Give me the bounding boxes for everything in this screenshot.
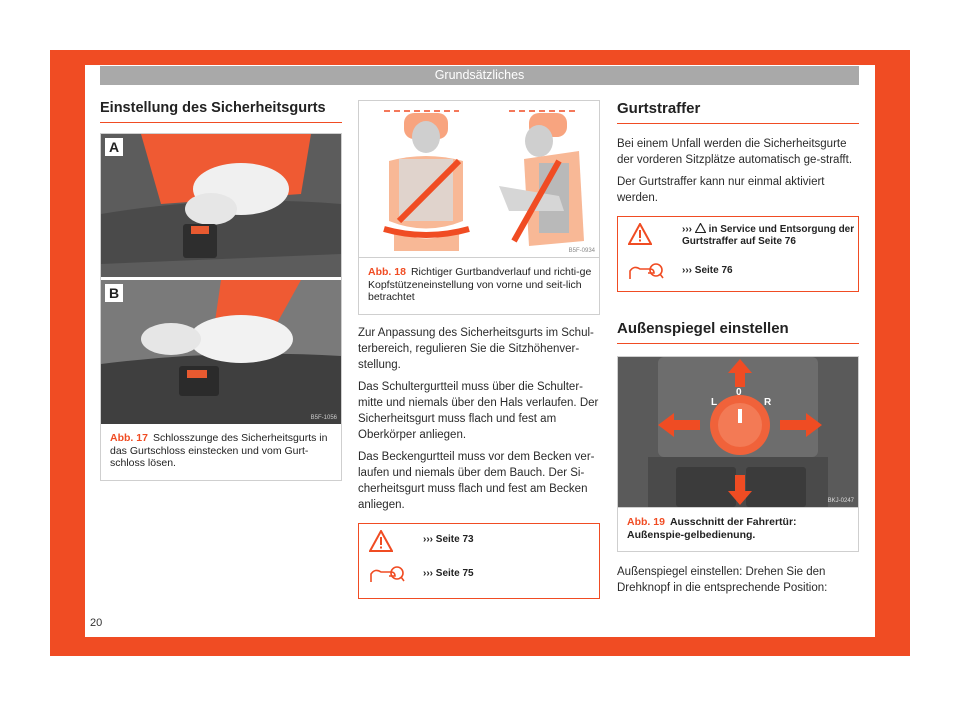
environment-note-icon	[369, 564, 405, 586]
belt-buckle-illustration	[101, 134, 341, 424]
section-header: Grundsätzliches	[100, 66, 859, 85]
paragraph: Bei einem Unfall werden die Sicherheitsgurte der vorderen Sitzplätze automatisch ge-strafft.	[617, 138, 853, 166]
knob-label-zero: 0	[736, 387, 742, 398]
warning-ref-link[interactable]: ››› Seite 73	[423, 533, 474, 545]
ref-text: in Service und Entsorgung der Gurtstraffer auf Seite 76	[682, 224, 855, 247]
note-ref-link[interactable]: ››› Seite 76	[682, 265, 733, 276]
figure-18	[358, 100, 600, 315]
figure-number: Abb. 19	[627, 516, 665, 528]
paragraph: Das Beckengurtteil muss vor dem Becken ver-laufen und niemals über dem Bauch. Der Si-cherheitsgurt muss flach und fest am Becken anliegen.	[358, 450, 595, 511]
warning-ref-row	[359, 524, 599, 558]
figure-caption	[101, 424, 341, 480]
mirror-control-photo	[618, 357, 858, 507]
note-ref-row	[618, 255, 858, 289]
belt-routing-photo	[359, 101, 599, 257]
figure-number: Abb. 18	[368, 266, 406, 278]
warning-triangle-icon	[628, 223, 652, 245]
caption-text: Schlosszunge des Sicherheitsgurts in das Gurtschloss einstecken und vom Gurt-schloss lösen.	[110, 432, 328, 469]
caption-text: Richtiger Gurtbandverlauf und richti-ge Kopfstützeneinstellung von vorne und seit-lich betrachtet	[368, 266, 592, 303]
figure-17	[100, 133, 342, 481]
knob-label-left: L	[711, 397, 718, 408]
mirror-knob-illustration	[618, 357, 858, 507]
figure-code: B5F-1056	[310, 415, 337, 421]
figure-code: B5F-0934	[568, 248, 595, 254]
skeleton-illustration	[359, 101, 599, 257]
paragraph: Außenspiegel einstellen: Drehen Sie den Drehknopf in die entsprechende Position:	[617, 566, 828, 594]
section-title-mirror: Außenspiegel einstellen	[617, 320, 859, 344]
figure-caption	[359, 257, 599, 314]
paragraph: Das Schultergurtteil muss über die Schulter-mitte und niemals über den Hals verlaufen. Der Sicherheitsgurt muss flach und fest am Oberkörper anliegen.	[358, 380, 599, 441]
paragraph: Der Gurtstraffer kann nur einmal aktiviert werden.	[617, 176, 825, 204]
column-belt-routing	[358, 100, 600, 599]
figure-code: BKJ-0247	[827, 498, 854, 504]
figure-caption	[618, 507, 858, 551]
panel-label-b: B	[105, 284, 123, 302]
warning-ref-link[interactable]	[682, 223, 858, 248]
paragraph: Zur Anpassung des Sicherheitsgurts im Schul-terbereich, regulieren Sie die Sitzhöhenver-stellung.	[358, 326, 594, 371]
caption-text: Ausschnitt der Fahrertür: Außenspie-gelbedienung.	[627, 516, 797, 541]
section-title-pretensioner: Gurtstraffer	[617, 100, 859, 124]
section-title-belt: Einstellung des Sicherheitsgurts	[100, 100, 342, 123]
reference-box	[358, 523, 600, 599]
figure-19	[617, 356, 859, 552]
column-belt-adjust	[100, 100, 342, 481]
figure-number: Abb. 17	[110, 432, 148, 444]
body-text	[358, 325, 600, 513]
note-ref-link[interactable]: ››› Seite 75	[423, 567, 474, 579]
warning-ref-row	[618, 217, 858, 251]
panel-label-a: A	[105, 138, 123, 156]
reference-box	[617, 216, 859, 292]
page-number: 20	[90, 617, 103, 629]
column-pretensioner	[617, 100, 859, 602]
warning-inline-icon	[695, 223, 706, 233]
note-ref-row	[359, 558, 599, 592]
knob-label-right: R	[764, 397, 772, 408]
belt-buckle-photo	[101, 134, 341, 424]
environment-note-icon	[628, 261, 664, 283]
ref-arrows: ›››	[682, 224, 692, 235]
warning-triangle-icon	[369, 530, 393, 552]
